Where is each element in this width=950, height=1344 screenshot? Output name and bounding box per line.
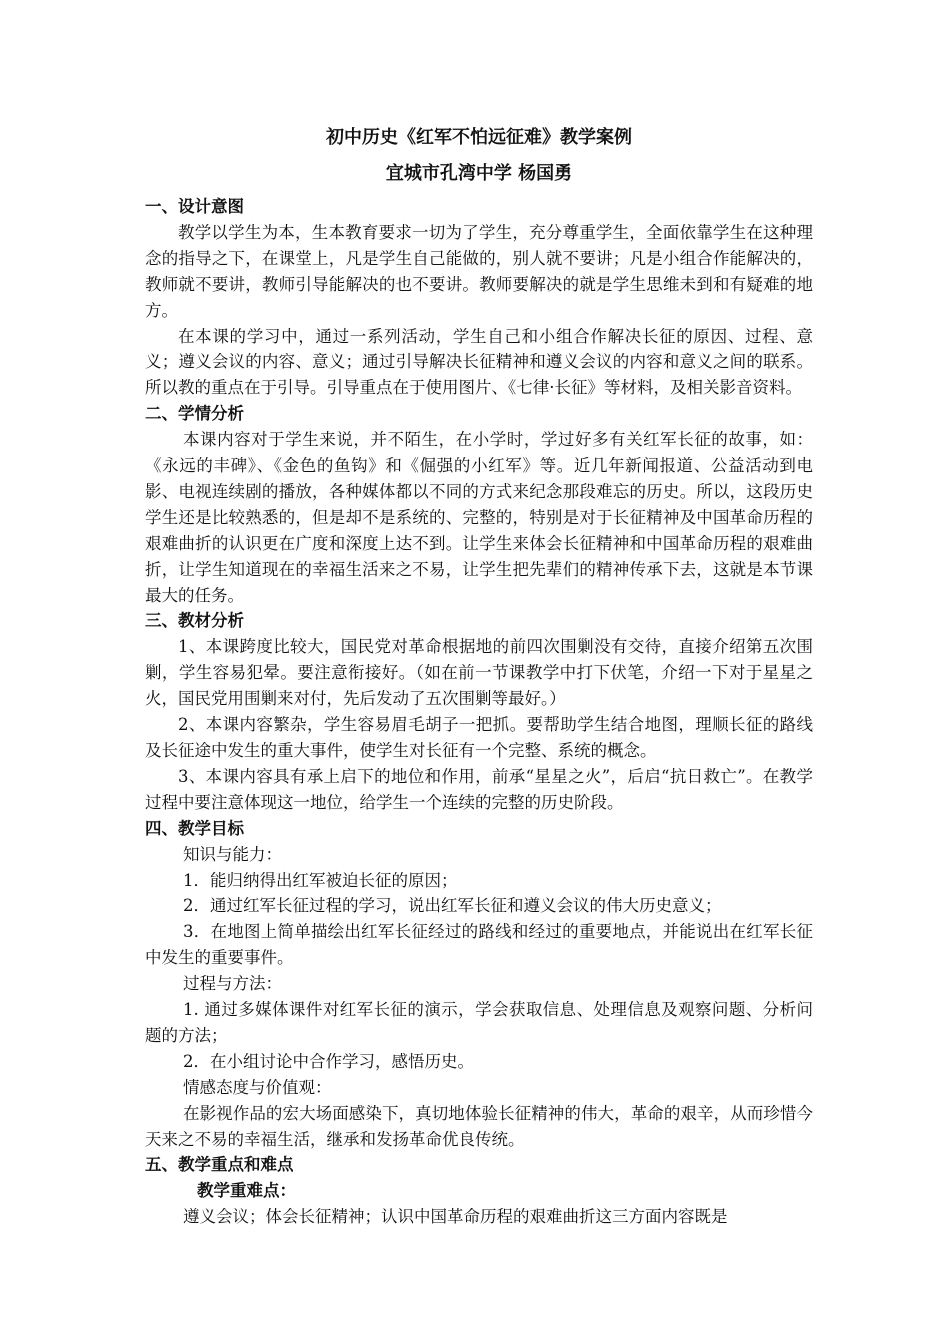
goal-item: 3．在地图上简单描绘出红军长征经过的路线和经过的重要地点，并能说出在红军长征中发生的重要事件。 [145,922,813,968]
section-heading-key-points: 五、教学重点和难点 [145,1155,294,1175]
section-heading-textbook-analysis: 三、教材分析 [145,611,244,631]
goal-item: 2．通过红军长征过程的学习，说出红军长征和遵义会议的伟大历史意义； [183,896,722,916]
document-page [145,122,813,1230]
goal-item: 1．能归纳得出红军被迫长征的原因； [183,870,458,890]
section-heading-design-intent: 一、设计意图 [145,197,244,216]
section-heading-teaching-goals: 四、教学目标 [145,818,244,838]
section-heading-learner-analysis: 二、学情分析 [145,404,244,424]
paragraph: 3、本课内容具有承上启下的地位和作用，前承“星星之火”，后启“抗日救亡”。在教学过程中要注意体现这一地位，给学生一个连续的完整的历史阶段。 [145,766,813,812]
paragraph: 遵义会议；体会长征精神；认识中国革命历程的艰难曲折这三方面内容既是 [183,1207,728,1227]
paragraph: 教学以学生为本，生本教育要求一切为了学生，充分尊重学生，全面依靠学生在这种理念的指导之下，在课堂上，凡是学生自己能做的，别人就不要讲；凡是小组合作能解决的，教师就不要讲，教师引导能解决的也不要讲。教师要解决的就是学生思维未到和有疑难的地方。 [145,222,813,320]
goal-item: 在影视作品的宏大场面感染下，真切地体验长征精神的伟大，革命的艰辛，从而珍惜今天来之不易的幸福生活，继承和发扬革命优良传统。 [145,1103,813,1149]
document-author: 宜城市孔湾中学 杨国勇 [385,163,573,184]
document-title: 初中历史《红军不怕远征难》教学案例 [326,127,632,148]
paragraph: 2、本课内容繁杂，学生容易眉毛胡子一把抓。要帮助学生结合地图，理顺长征的路线及长征途中发生的重大事件，使学生对长征有一个完整、系统的概念。 [145,715,813,760]
subheading-key-difficulties: 教学重难点： [197,1181,296,1201]
paragraph: 本课内容对于学生来说，并不陌生，在小学时，学过好多有关红军长征的故事，如：《永远的丰碑》、《金色的鱼钩》和《倔强的小红军》等。近几年新闻报道、公益活动到电影、电视连续剧的播放，各种媒体都以不同的方式来纪念那段难忘的历史。所以，这段历史学生还是比较熟悉的，但是却不是系统的、完整的，特别是对于长征精神及中国革命历程的艰难曲折的认识更在广度和深度上达不到。让学生来体会长征精神和中国革命历程的艰难曲折，让学生知道现在的幸福生活来之不易，让学生把先辈们的精神传承下去，这就是本节课最大的任务。 [145,430,813,605]
goal-item: 2．在小组讨论中合作学习，感悟历史。 [183,1051,474,1071]
goal-category-label: 情感态度与价值观： [183,1077,332,1097]
goal-category-label: 知识与能力： [183,844,282,864]
goal-item: 1. 通过多媒体课件对红军长征的演示，学会获取信息、处理信息及观察问题、分析问题的方法； [145,1000,813,1045]
goal-category-label: 过程与方法： [183,974,282,994]
paragraph: 在本课的学习中，通过一系列活动，学生自己和小组合作解决长征的原因、过程、意义；遵义会议的内容、意义；通过引导解决长征精神和遵义会议的内容和意义之间的联系。所以教的重点在于引导。引导重点在于使用图片、《七律·长征》等材料，及相关影音资料。 [145,326,813,398]
paragraph: 1、本课跨度比较大，国民党对革命根据地的前四次围剿没有交待，直接介绍第五次围剿，学生容易犯晕。要注意衔接好。（如在前一节课教学中打下伏笔，介绍一下对于星星之火，国民党用围剿来对付，先后发动了五次围剿等最好。） [145,637,813,709]
